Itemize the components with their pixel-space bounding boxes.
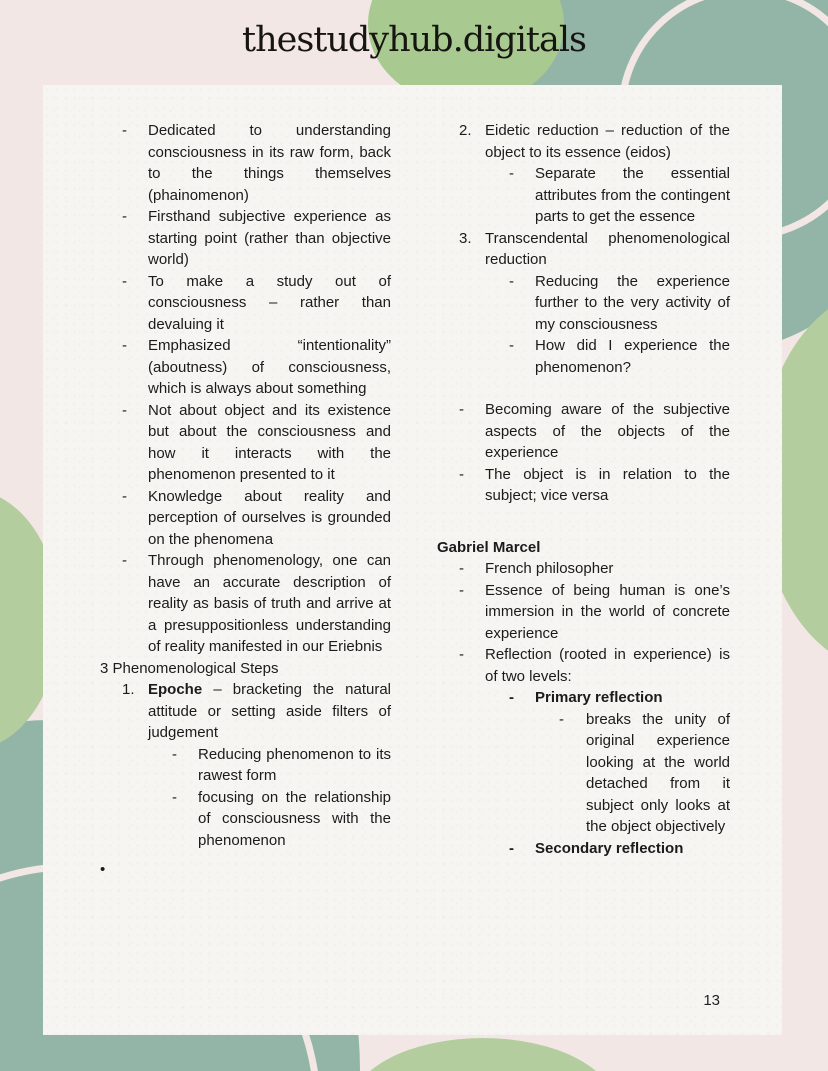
item-text: Becoming aware of the subjective aspects of the objects of the experience [485,401,730,461]
item-text: Reducing phenomenon to its rawest form [198,745,391,784]
list-item [437,537,730,559]
item-text: Reflection (rooted in experience) is of two levels: [485,646,730,685]
green-blob-bottom-icon [350,1038,616,1071]
spacer [437,378,730,399]
item-text: Eidetic reduction – reduction of the object to its essence (eidos) [485,122,730,161]
item-text: breaks the unity of original experience looking at the world detached from it subject only looks at the object objectively [586,710,730,835]
item-text: Epoche – bracketing the natural attitude or setting aside filters of judgement [148,681,391,741]
item-text: The object is in relation to the subject; vice versa [485,465,730,504]
list-item [437,271,730,336]
item-text: Transcendental phenomenological reduction [485,229,730,268]
list-item [100,400,391,486]
spacer [437,507,730,537]
item-text: Gabriel Marcel [437,538,541,556]
list-item [100,271,391,336]
item-text: Reducing the experience further to the very activity of my consciousness [535,272,730,333]
bullet-marker: - [509,337,514,354]
bullet-marker: - [459,401,464,418]
bullet-marker: - [559,710,564,728]
bullet-marker: - [172,788,177,806]
bullet-marker: 3. [459,229,472,247]
list-item [437,335,730,378]
list-item [437,228,730,271]
list-item [437,558,730,580]
item-text: Emphasized “intentionality” (aboutness) of consciousness, which is always about something [148,337,391,397]
right-column [437,120,730,859]
item-text: Firsthand subjective experience as starting point (rather than objective world) [148,208,391,268]
bullet-marker: • [100,861,106,878]
bullet-marker: 2. [459,122,472,139]
bullet-marker: - [122,487,127,505]
item-text: French philosopher [485,560,614,577]
list-item [437,709,730,838]
bullet-marker: - [459,581,464,599]
bullet-marker: - [509,165,514,182]
list-item [100,744,391,787]
list-item [437,399,730,464]
list-item [437,838,730,860]
bullet-marker: - [122,552,127,569]
item-text: Secondary reflection [535,839,684,857]
item-text: To make a study out of consciousness – rather than devaluing it [148,272,391,333]
item-text: Essence of being human is one’s immersion in the world of concrete experience [485,581,730,642]
spacer [100,851,391,859]
list-item [100,335,391,400]
list-item [437,163,730,228]
left-column [100,120,391,881]
list-item [437,687,730,709]
bullet-marker: - [509,689,514,706]
item-text: focusing on the relationship of consciousness with the phenomenon [198,788,391,849]
stray-bullet [100,859,391,881]
bullet-marker: - [459,465,464,483]
bullet-marker: - [459,560,464,577]
bullet-marker: - [172,745,177,763]
bullet-marker: - [509,272,514,290]
brand-header [0,20,828,60]
item-text: Primary reflection [535,689,663,706]
brand-text: thestudyhub.digitals [242,20,586,60]
item-text: Separate the essential attributes from the contingent parts to get the essence [535,165,730,225]
page-number: 13 [703,992,720,1009]
list-item [100,120,391,206]
bullet-marker: - [122,122,127,139]
bullet-marker: - [122,401,127,419]
item-text: 3 Phenomenological Steps [100,659,279,677]
item-text: Through phenomenology, one can have an accurate description of reality as basis of truth and arrive at a presuppositionless understanding of reality manifested in our Eriebnis [148,552,391,655]
item-text: Knowledge about reality and perception of ourselves is grounded on the phenomena [148,487,391,548]
list-item [437,580,730,645]
list-item [437,644,730,687]
list-item [437,464,730,507]
list-item [100,787,391,852]
item-text: Not about object and its existence but about the consciousness and how it interacts with the phenomenon presented to it [148,401,391,483]
list-item [100,206,391,271]
item-text: Dedicated to understanding consciousness in its raw form, back to the things themselves (phainomenon) [148,122,391,204]
bullet-marker: - [122,208,127,225]
list-item [100,550,391,658]
bullet-marker: - [122,272,127,290]
bullet-marker: 1. [122,681,135,698]
list-item [100,679,391,744]
bullet-marker: - [509,839,514,857]
list-item [437,120,730,163]
item-text: How did I experience the phenomenon? [535,337,730,376]
list-item [100,486,391,551]
notes-paper [43,85,782,1035]
list-item [100,658,391,680]
bullet-marker: - [459,646,464,663]
bullet-marker: - [122,337,127,354]
